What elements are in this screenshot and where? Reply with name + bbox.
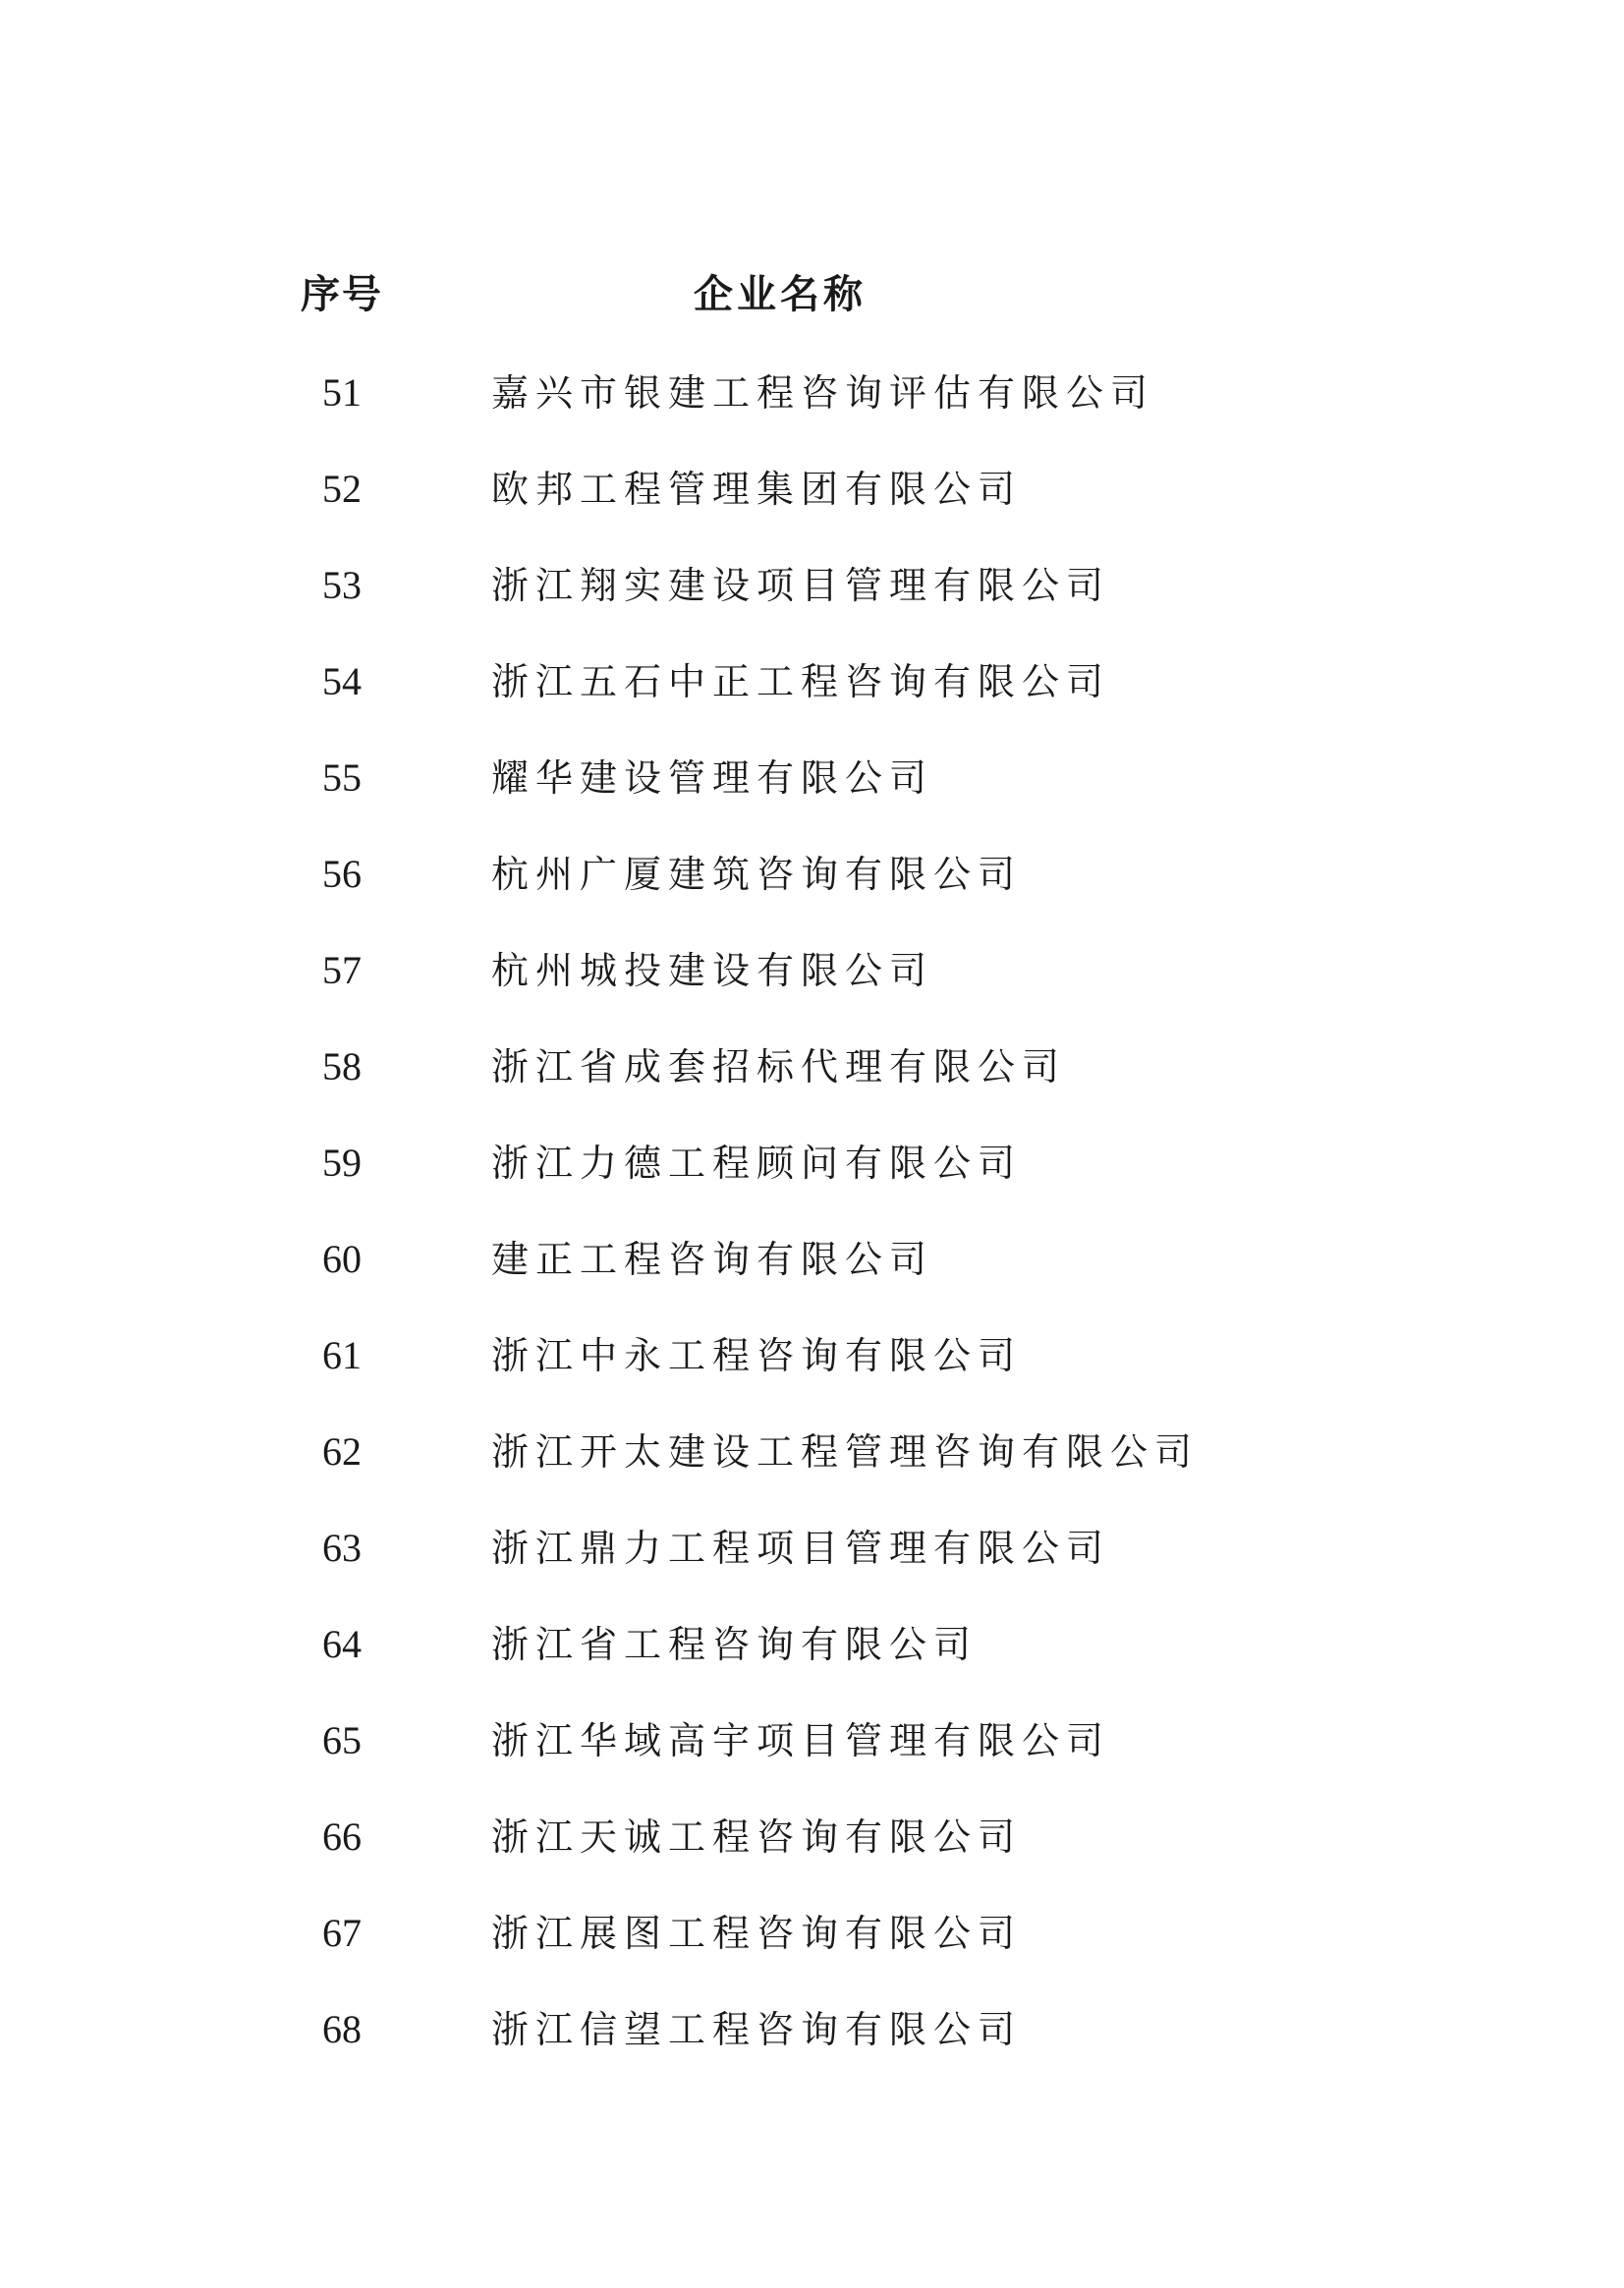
table-row <box>0 652 1624 749</box>
table-row <box>0 1519 1624 1615</box>
company-name: 浙江力德工程顾问有限公司 <box>491 1142 1023 1185</box>
table-header <box>0 263 1624 332</box>
company-name: 耀华建设管理有限公司 <box>491 756 934 800</box>
company-list <box>0 363 1624 2096</box>
company-name: 浙江天诚工程咨询有限公司 <box>491 1815 1023 1859</box>
row-number: 62 <box>322 1429 362 1474</box>
table-row <box>0 363 1624 460</box>
table-row <box>0 1615 1624 1711</box>
company-name: 建正工程咨询有限公司 <box>491 1238 934 1281</box>
company-name: 浙江信望工程咨询有限公司 <box>491 2008 1023 2051</box>
column-header-company-name: 企业名称 <box>694 272 867 317</box>
row-number: 51 <box>322 370 362 415</box>
row-number: 67 <box>322 1911 362 1955</box>
company-name: 浙江展图工程咨询有限公司 <box>491 1912 1023 1955</box>
company-name: 杭州广厦建筑咨询有限公司 <box>491 853 1023 896</box>
table-row <box>0 1711 1624 1808</box>
table-row <box>0 1037 1624 1134</box>
row-number: 57 <box>322 948 362 992</box>
row-number: 54 <box>322 659 362 703</box>
company-name: 浙江省工程咨询有限公司 <box>491 1623 979 1666</box>
row-number: 64 <box>322 1622 362 1666</box>
row-number: 63 <box>322 1526 362 1570</box>
company-name: 浙江华域高宇项目管理有限公司 <box>491 1719 1111 1762</box>
company-name: 杭州城投建设有限公司 <box>491 949 934 992</box>
row-number: 56 <box>322 852 362 896</box>
table-row <box>0 1230 1624 1326</box>
column-header-number: 序号 <box>301 272 383 317</box>
company-name: 浙江开太建设工程管理咨询有限公司 <box>491 1430 1200 1474</box>
row-number: 55 <box>322 755 362 800</box>
table-row <box>0 1134 1624 1230</box>
company-name: 浙江中永工程咨询有限公司 <box>491 1334 1023 1377</box>
table-row <box>0 845 1624 941</box>
company-name: 嘉兴市银建工程咨询评估有限公司 <box>491 371 1155 415</box>
table-row <box>0 749 1624 845</box>
company-name: 浙江五石中正工程咨询有限公司 <box>491 660 1111 703</box>
company-name: 浙江省成套招标代理有限公司 <box>491 1045 1067 1088</box>
row-number: 66 <box>322 1814 362 1859</box>
table-row <box>0 556 1624 652</box>
row-number: 59 <box>322 1141 362 1185</box>
table-row <box>0 941 1624 1037</box>
row-number: 61 <box>322 1333 362 1377</box>
company-name: 浙江翔实建设项目管理有限公司 <box>491 564 1111 607</box>
row-number: 52 <box>322 467 362 511</box>
row-number: 60 <box>322 1237 362 1281</box>
table-row <box>0 1808 1624 1904</box>
row-number: 53 <box>322 563 362 607</box>
row-number: 68 <box>322 2007 362 2051</box>
row-number: 58 <box>322 1044 362 1088</box>
table-row <box>0 1326 1624 1423</box>
table-row <box>0 1423 1624 1519</box>
company-name: 欧邦工程管理集团有限公司 <box>491 468 1023 511</box>
table-row <box>0 1904 1624 2000</box>
company-name: 浙江鼎力工程项目管理有限公司 <box>491 1527 1111 1570</box>
row-number: 65 <box>322 1718 362 1762</box>
table-row <box>0 460 1624 556</box>
table-row <box>0 2000 1624 2096</box>
